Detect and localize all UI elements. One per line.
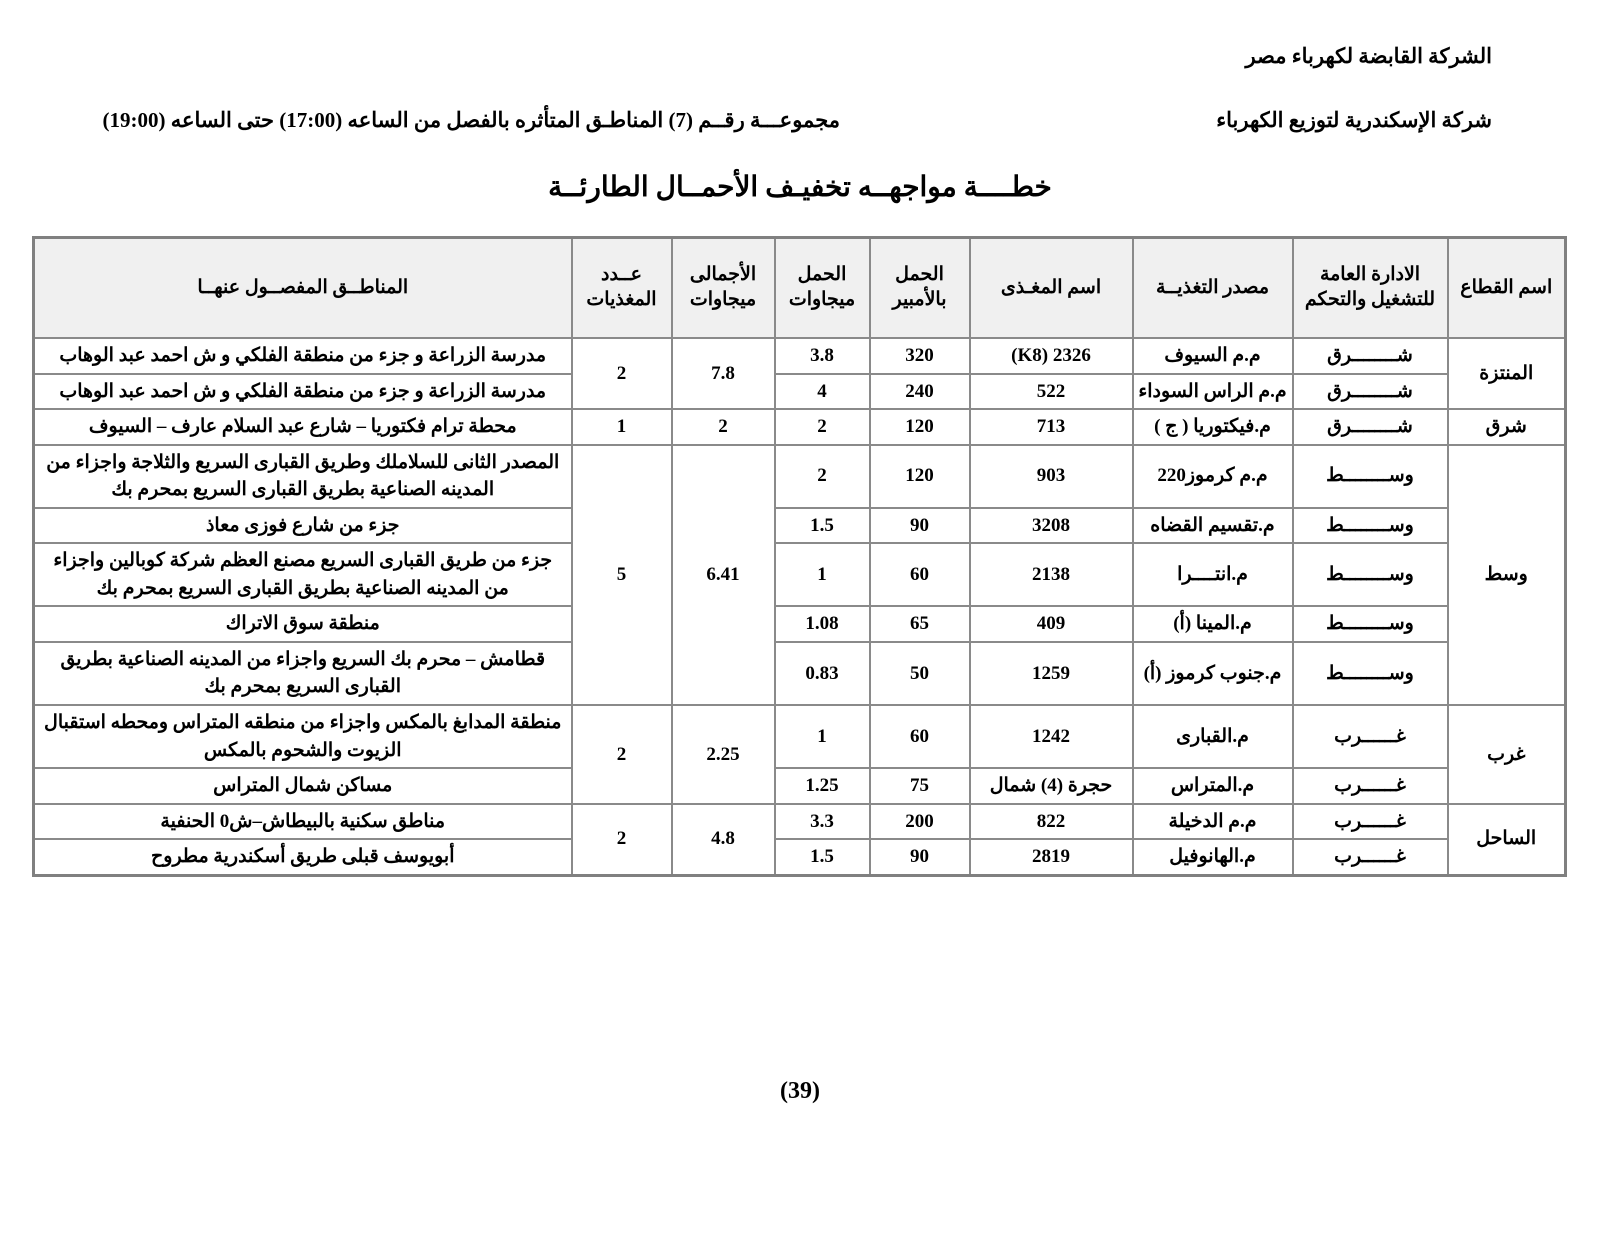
group-schedule-line: مجموعـــة رقــم (7) المناطـق المتأثره بالفصل من الساعه (17:00) حتى الساعه (19:00) [102, 108, 840, 132]
cell-amp: 120 [870, 445, 970, 508]
cell-total-mw: 4.8 [672, 804, 775, 876]
cell-feeder-count: 2 [572, 804, 672, 876]
cell-source: م.تقسيم القضاه [1133, 508, 1293, 544]
page-title: خطــــة مواجهــه تخفيـف الأحمــال الطارئــة [548, 172, 1052, 203]
table-row [34, 338, 1566, 374]
cell-amp: 120 [870, 409, 970, 445]
cell-amp: 50 [870, 642, 970, 705]
cell-feeder: 3208 [970, 508, 1133, 544]
cell-feeder: 903 [970, 445, 1133, 508]
cell-mw: 3.3 [775, 804, 870, 840]
cell-mw: 1 [775, 543, 870, 606]
cell-mw: 2 [775, 409, 870, 445]
table-header-row [34, 238, 1566, 339]
column-header-areas: المناطــق المفصــول عنهــا [34, 238, 572, 339]
cell-admin: شــــــــرق [1293, 374, 1448, 410]
cell-feeder: 2138 [970, 543, 1133, 606]
cell-mw: 1.25 [775, 768, 870, 804]
cell-areas: منطقة المدابغ بالمكس واجزاء من منطقه المتراس ومحطه استقبال الزيوت والشحوم بالمكس [34, 705, 572, 768]
column-header-source: مصدر التغذيــة [1133, 238, 1293, 339]
cell-admin: وســــــــط [1293, 642, 1448, 705]
cell-amp: 65 [870, 606, 970, 642]
cell-sector: وسط [1448, 445, 1566, 705]
cell-sector: الساحل [1448, 804, 1566, 876]
cell-source: م.جنوب كرموز (أ) [1133, 642, 1293, 705]
cell-feeder-count: 2 [572, 705, 672, 804]
cell-amp: 90 [870, 508, 970, 544]
cell-source: م.م كرموز220 [1133, 445, 1293, 508]
cell-mw: 3.8 [775, 338, 870, 374]
page-number: (39) [780, 1078, 820, 1104]
cell-amp: 200 [870, 804, 970, 840]
cell-source: م.المينا (أ) [1133, 606, 1293, 642]
table-row [34, 839, 1566, 875]
cell-mw: 2 [775, 445, 870, 508]
column-header-amp: الحمل بالأمبير [870, 238, 970, 339]
cell-areas: المصدر الثانى للسلاملك وطريق القبارى السريع والثلاجة واجزاء من المدينه الصناعية بطريق القبارى السريع بمحرم بك [34, 445, 572, 508]
cell-amp: 60 [870, 543, 970, 606]
cell-source: م.م السيوف [1133, 338, 1293, 374]
cell-total-mw: 6.41 [672, 445, 775, 705]
cell-amp: 90 [870, 839, 970, 875]
table-row [34, 606, 1566, 642]
table-row [34, 374, 1566, 410]
cell-feeder: 2819 [970, 839, 1133, 875]
table-row [34, 508, 1566, 544]
cell-areas: منطقة سوق الاتراك [34, 606, 572, 642]
cell-source: م.الهانوفيل [1133, 839, 1293, 875]
table-row [34, 705, 1566, 768]
cell-mw: 4 [775, 374, 870, 410]
column-header-mw: الحمل ميجاوات [775, 238, 870, 339]
column-header-sector: اسم القطاع [1448, 238, 1566, 339]
cell-total-mw: 2 [672, 409, 775, 445]
cell-mw: 1 [775, 705, 870, 768]
cell-admin: شــــــــرق [1293, 409, 1448, 445]
cell-admin: غــــــرب [1293, 804, 1448, 840]
cell-feeder: 2326 (K8) [970, 338, 1133, 374]
cell-admin: وســــــــط [1293, 543, 1448, 606]
table-row [34, 768, 1566, 804]
cell-admin: شــــــــرق [1293, 338, 1448, 374]
cell-areas: مساكن شمال المتراس [34, 768, 572, 804]
cell-areas: جزء من شارع فوزى معاذ [34, 508, 572, 544]
cell-feeder: 1242 [970, 705, 1133, 768]
holding-company-name: الشركة القابضة لكهرباء مصر [1245, 44, 1492, 68]
cell-areas: مناطق سكنية بالبيطاش–ش0 الحنفية [34, 804, 572, 840]
cell-feeder-count: 2 [572, 338, 672, 409]
cell-total-mw: 2.25 [672, 705, 775, 804]
load-shedding-table [32, 236, 1567, 877]
cell-source: م.انتــــرا [1133, 543, 1293, 606]
cell-feeder-count: 1 [572, 409, 672, 445]
cell-admin: وســــــــط [1293, 508, 1448, 544]
cell-sector: غرب [1448, 705, 1566, 804]
cell-admin: غــــــرب [1293, 768, 1448, 804]
table-row [34, 543, 1566, 606]
cell-admin: وســــــــط [1293, 606, 1448, 642]
cell-total-mw: 7.8 [672, 338, 775, 409]
column-header-count: عــدد المغذيات [572, 238, 672, 339]
cell-areas: أبويوسف قبلى طريق أسكندرية مطروح [34, 839, 572, 875]
cell-mw: 0.83 [775, 642, 870, 705]
cell-areas: مدرسة الزراعة و جزء من منطقة الفلكي و ش احمد عبد الوهاب [34, 374, 572, 410]
cell-amp: 60 [870, 705, 970, 768]
cell-admin: غــــــرب [1293, 839, 1448, 875]
cell-source: م.م الدخيلة [1133, 804, 1293, 840]
cell-mw: 1.5 [775, 508, 870, 544]
load-shedding-table-container [35, 236, 1567, 877]
cell-mw: 1.08 [775, 606, 870, 642]
cell-amp: 320 [870, 338, 970, 374]
cell-admin: غــــــرب [1293, 705, 1448, 768]
cell-feeder: 409 [970, 606, 1133, 642]
cell-areas: جزء من طريق القبارى السريع مصنع العظم شركة كوبالين واجزاء من المدينه الصناعية بطريق القبارى السريع بمحرم بك [34, 543, 572, 606]
cell-feeder: حجرة (4) شمال [970, 768, 1133, 804]
cell-amp: 240 [870, 374, 970, 410]
cell-feeder: 713 [970, 409, 1133, 445]
cell-feeder: 522 [970, 374, 1133, 410]
table-row [34, 409, 1566, 445]
cell-areas: قطامش – محرم بك السريع واجزاء من المدينه الصناعية بطريق القبارى السريع بمحرم بك [34, 642, 572, 705]
cell-source: م.م الراس السوداء [1133, 374, 1293, 410]
table-row [34, 804, 1566, 840]
cell-areas: مدرسة الزراعة و جزء من منطقة الفلكي و ش احمد عبد الوهاب [34, 338, 572, 374]
cell-amp: 75 [870, 768, 970, 804]
cell-source: م.المتراس [1133, 768, 1293, 804]
table-row [34, 445, 1566, 508]
cell-sector: المنتزة [1448, 338, 1566, 409]
column-header-admin: الادارة العامة للتشغيل والتحكم [1293, 238, 1448, 339]
column-header-total: الأجمالى ميجاوات [672, 238, 775, 339]
cell-feeder: 822 [970, 804, 1133, 840]
cell-sector: شرق [1448, 409, 1566, 445]
cell-admin: وســــــــط [1293, 445, 1448, 508]
cell-mw: 1.5 [775, 839, 870, 875]
cell-source: م.القبارى [1133, 705, 1293, 768]
column-header-feeder: اسم المغـذى [970, 238, 1133, 339]
cell-feeder-count: 5 [572, 445, 672, 705]
cell-feeder: 1259 [970, 642, 1133, 705]
distribution-company-name: شركة الإسكندرية لتوزيع الكهرباء [1216, 108, 1492, 132]
cell-source: م.فيكتوريا ( ج ) [1133, 409, 1293, 445]
cell-areas: محطة ترام فكتوريا – شارع عبد السلام عارف – السيوف [34, 409, 572, 445]
table-row [34, 642, 1566, 705]
